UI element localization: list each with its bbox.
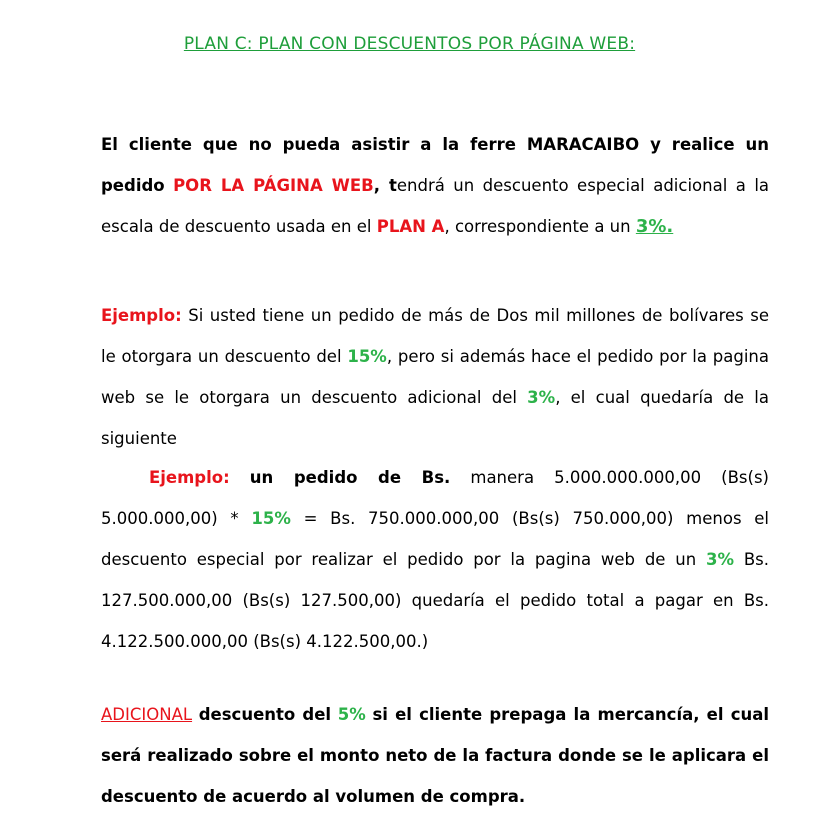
- p3-text-2: = Bs. 750.000.000,00 (Bs(s) 750.000,00) menos el descuento especial por realizar el pedido por la pagina web de un: [101, 508, 770, 569]
- p4-percent: 5%: [337, 704, 366, 724]
- p2-text-1: Si usted tiene un pedido de más de Dos mil millones de bolívares se le otorgara un descuento del: [101, 305, 769, 366]
- p3-text-3: Bs. 127.500.000,00 (Bs(s) 127.500,00) quedaría el pedido total a pagar en Bs. 4.122.500.000,00 (Bs(s) 4.122.500,00.): [101, 549, 769, 651]
- p3-label: Ejemplo:: [149, 467, 230, 487]
- p2-percent-1: 15%: [347, 346, 387, 366]
- paragraph-example-1: [101, 295, 769, 459]
- p1-percent: 3%.: [635, 215, 674, 237]
- p1-plan-a: PLAN A: [376, 216, 445, 236]
- p3-percent-1: 15%: [251, 508, 291, 528]
- p3-percent-2: 3%: [706, 549, 735, 569]
- p2-text-2: , pero si además hace el pedido por la pagina web se le otorgara un descuento adicional del: [101, 346, 769, 407]
- p3-lead: un pedido de Bs.: [249, 467, 451, 487]
- p1-t: t: [388, 175, 397, 195]
- p2-text-3: , el cual quedaría de la siguiente: [101, 387, 769, 448]
- p2-percent-2: 3%: [527, 387, 556, 407]
- p1-lead: El cliente que no pueda asistir a la ferre MARACAIBO y realice un pedido: [101, 134, 769, 195]
- p1-web-highlight: POR LA PÁGINA WEB: [173, 175, 374, 195]
- p4-text-1: descuento del: [198, 704, 332, 724]
- p1-comma: ,: [373, 175, 389, 195]
- p4-label: ADICIONAL: [101, 704, 193, 724]
- p4-text-2: si el cliente prepaga la mercancía, el cual será realizado sobre el monto neto de la factura donde se le aplicara el descuento de acuerdo al volumen de compra.: [101, 704, 770, 806]
- paragraph-example-2: [101, 457, 769, 662]
- paragraph-plan-c-description: [101, 124, 769, 247]
- p1-text: endrá un descuento especial adicional a la escala de descuento usada en el: [101, 175, 770, 236]
- page-title: PLAN C: PLAN CON DESCUENTOS POR PÁGINA WEB:: [183, 34, 636, 54]
- paragraph-additional-discount: [101, 694, 769, 817]
- p2-label: Ejemplo:: [101, 305, 182, 325]
- p1-text-2: , correspondiente a un: [444, 216, 631, 236]
- p3-text-1: manera 5.000.000.000,00 (Bs(s) 5.000.000,00) *: [101, 467, 769, 528]
